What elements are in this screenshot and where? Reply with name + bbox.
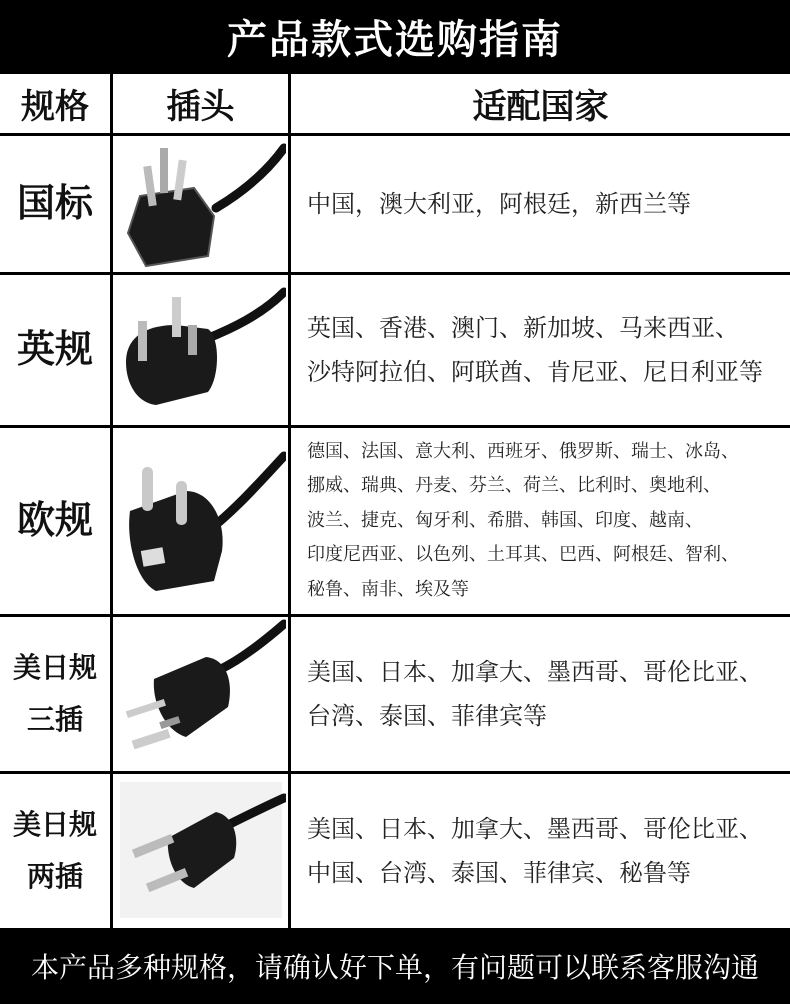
spec-label: 国标: [16, 181, 93, 226]
spec-cell-us3: [0, 617, 110, 771]
country-list: [307, 807, 763, 895]
countries-cell-us2: [291, 774, 790, 928]
spec-table: [0, 72, 790, 928]
spec-label: 英规: [16, 327, 93, 372]
country-line: 台湾、泰国、菲律宾等: [307, 702, 547, 730]
plug-cell-us2: [113, 774, 288, 928]
country-list: [307, 306, 763, 394]
spec-label: 欧规: [16, 498, 93, 543]
header-countries: 适配国家: [291, 74, 790, 133]
spec-label: 美日规: [12, 808, 97, 842]
countries-cell-uk: [291, 275, 790, 425]
countries-cell-cn: [291, 136, 790, 272]
country-line: 秘鲁、南非、埃及等: [307, 578, 469, 600]
country-line: 挪威、瑞典、丹麦、芬兰、荷兰、比利时、奥地利、: [307, 475, 721, 497]
country-line: 美国、日本、加拿大、墨西哥、哥伦比亚、: [307, 658, 763, 686]
us-two-prong-plug-icon: [116, 776, 286, 926]
country-list: [307, 182, 691, 226]
spec-sub-label: 三插: [26, 703, 83, 736]
footer-notice: 本产品多种规格，请确认好下单，有问题可以联系客服沟通: [0, 928, 790, 1004]
country-list: [307, 650, 763, 738]
spec-cell-uk: [0, 275, 110, 425]
country-line: 中国、台湾、泰国、菲律宾、秘鲁等: [307, 859, 691, 887]
spec-cell-cn: [0, 136, 110, 272]
spec-cell-us2: [0, 774, 110, 928]
spec-label: 美日规: [12, 651, 97, 685]
spec-sub-label: 两插: [26, 860, 83, 893]
countries-cell-us3: [291, 617, 790, 771]
country-line: 英国、香港、澳门、新加坡、马来西亚、: [307, 314, 739, 342]
page-title: 产品款式选购指南: [0, 0, 790, 72]
country-line: 沙特阿拉伯、阿联酋、肯尼亚、尼日利亚等: [307, 358, 763, 386]
header-plug: 插头: [113, 74, 288, 133]
plug-cell-eu: [113, 428, 288, 614]
eu-schuko-plug-icon: [116, 431, 286, 611]
countries-cell-eu: [291, 428, 790, 614]
country-line: 波兰、捷克、匈牙利、希腊、韩国、印度、越南、: [307, 509, 703, 531]
country-line: 美国、日本、加拿大、墨西哥、哥伦比亚、: [307, 815, 763, 843]
header-spec: 规格: [0, 74, 110, 133]
spec-cell-eu: [0, 428, 110, 614]
country-list: [307, 435, 739, 608]
country-line: 德国、法国、意大利、西班牙、俄罗斯、瑞士、冰岛、: [307, 440, 739, 462]
uk-plug-icon: [116, 277, 286, 423]
country-line: 印度尼西亚、以色列、土耳其、巴西、阿根廷、智利、: [307, 544, 739, 566]
plug-cell-cn: [113, 136, 288, 272]
plug-cell-us3: [113, 617, 288, 771]
country-line: 中国，澳大利亚，阿根廷，新西兰等: [307, 190, 691, 218]
plug-cell-uk: [113, 275, 288, 425]
cn-three-pin-plug-icon: [116, 138, 286, 270]
us-three-prong-plug-icon: [116, 619, 286, 769]
